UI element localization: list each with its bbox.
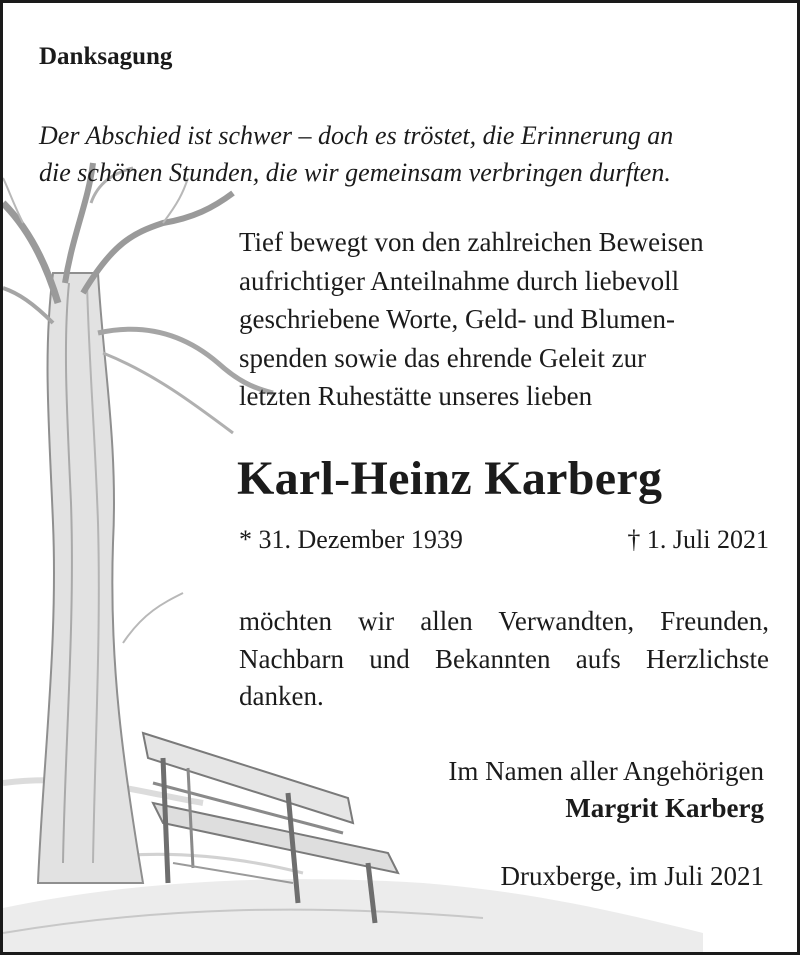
place-and-date: Druxberge, im Juli 2021 — [500, 861, 764, 891]
birth-date: * 31. Dezember 1939 — [239, 525, 463, 554]
intro-line: letzten Ruhestätte unseres lieben — [239, 381, 593, 411]
death-date: † 1. Juli 2021 — [627, 525, 769, 554]
motto-line: Der Abschied ist schwer – doch es tröstet, die Erinnerung an — [39, 121, 674, 150]
intro-paragraph — [239, 223, 704, 416]
life-dates — [239, 525, 769, 555]
thanks-paragraph — [239, 603, 769, 716]
motto-line: die schönen Stunden, die wir gemeinsam verbringen durften. — [39, 158, 671, 187]
intro-line: spenden sowie das ehrende Geleit zur — [239, 342, 647, 373]
heading-danksagung: Danksagung — [39, 43, 173, 70]
intro-line: Tief bewegt von den zahlreichen Beweisen — [239, 227, 704, 257]
on-behalf-text: Im Namen aller Angehörigen — [448, 756, 764, 786]
thanks-line: möchten wir allen Verwandten, Freunden, — [239, 606, 769, 636]
thanks-line: Nachbarn und Bekannten aufs Herzlichste — [239, 643, 769, 674]
deceased-name: Karl-Heinz Karberg — [237, 452, 663, 505]
signatory-name: Margrit Karberg — [565, 793, 764, 823]
motto-quote — [39, 117, 673, 191]
thanks-line: danken. — [239, 681, 324, 711]
intro-line: aufrichtiger Anteilnahme durch liebevoll — [239, 265, 680, 296]
intro-line: geschriebene Worte, Geld- und Blumen- — [239, 304, 675, 334]
signature-block — [448, 753, 764, 827]
